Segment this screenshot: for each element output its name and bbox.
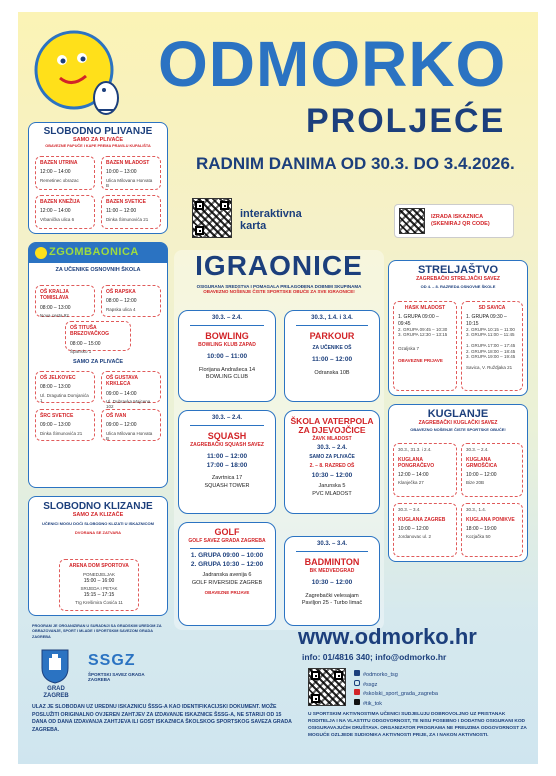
zgombaonica-card: OŠ RAPSKA 08:00 – 12:00 Rapska ulica 4	[101, 285, 161, 317]
card-link-line-2: (SKENIRAJ QR CODE)	[431, 221, 490, 228]
igraonice-title: IGRAONICE	[195, 250, 363, 281]
swim-sub: SAMO ZA PLIVAČE	[72, 137, 124, 143]
website-url[interactable]: www.odmorko.hr	[298, 624, 477, 649]
facebook-icon	[354, 670, 360, 676]
social-list	[354, 670, 438, 708]
contact-line: info: 01/4816 340; info@odmorko.hr	[302, 652, 447, 662]
zgombaonica-swim-only: SAMO ZA PLIVAČE	[72, 359, 124, 365]
swim-card: BAZEN UTRINA 12:00 – 14:00 Remetinec obrazac	[35, 156, 95, 190]
bowls-note: OBAVEZNO NOŠENJE ČISTE SPORTSKE OBUĆE!	[410, 427, 506, 432]
zgombaonica-header	[29, 243, 167, 263]
map-label	[240, 208, 302, 232]
parkour-card: 30.3., 1.4. i 3.4. PARKOUR ZA UČENIKE OŠ 11:00 – 12:00 Odranska 10B	[284, 310, 380, 402]
city-label: GRAD ZAGREB	[43, 686, 69, 700]
waterpolo-card: ŠKOLA VATERPOLA ZA DJEVOJČICE ŽAVK MLADOST 30.3. – 2.4. SAMO ZA PLIVAČE 2. – 8. RAZRED OŠ 10:30 – 12:00 Jarunska 5 PVC MLADOST	[284, 410, 380, 514]
zgombaonica-panel	[28, 242, 168, 488]
youtube-icon	[354, 689, 360, 695]
bowling-card: 30.3. – 2.4. BOWLING BOWLING KLUB ZAPAD 10:00 – 11:00 Florijana Andrašeca 14 BOWLING CLUB	[178, 310, 276, 402]
card-qr-box[interactable]	[394, 204, 514, 238]
map-label-line-1: interaktivna	[240, 208, 302, 220]
archery-age: OD 4. – 8. RAZREDA OSNOVNE ŠKOLE	[420, 284, 496, 289]
igraonice-sub-1: OSIGURANA SREDSTVA I POMAGALA PRILAGOĐENA DOBNIM SKUPINAMA	[196, 284, 362, 289]
bowls-card: 30.3. – 2.4. KUGLANA GRMOŠČICA 10:00 – 12:00 Bize 20B	[461, 443, 523, 497]
igraonice-sub-2: OBAVEZNO NOŠENJE ČISTE SPORTSKE OBUĆE ZA SVE IGRAONICE!	[203, 289, 355, 294]
zgombaonica-card: OŠ KRALJA TOMISLAVA 08:00 – 13:00 Nova cesta 92	[35, 285, 95, 317]
poster	[18, 12, 538, 764]
bowls-card: 30.3. – 3.4. KUGLANA ZAGREB 10:00 – 12:00 Jordanovac ul. 2	[393, 503, 457, 557]
left-footer-text: ULAZ JE SLOBODAN UZ UREDNU ISKAZNICU ŠSSG-A KAO IDENTIFIKACIJSKI DOKUMENT. MOŽE POSLUŽITI ORIGINALNO OVJEREN ZAHTJEV ZA IZDAVANJE ISKAZNICE ŠSSG-A, NE STARIJI OD 15 DANA OD DANA IZDAVANJA ZAHTJEVA ILI GOST ISKAZNICA ŠKOLSKOG SPORTSKOG SAVEZA GRADA ZAGREBA.	[32, 704, 292, 733]
skate-ticket: DVORANA SE ZATVARA	[74, 530, 122, 535]
social-instagram[interactable]: #ssgz	[354, 680, 438, 690]
archery-warn: OBAVEZNE PRIJAVE	[398, 357, 443, 363]
social-facebook[interactable]: #odmorko_tsg	[354, 670, 438, 680]
golf-card: GOLF GOLF SAVEZ GRADA ZAGREBA 1. GRUPA 09:00 – 10:00 2. GRUPA 10:30 – 12:00 Jadranska avenija 6 GOLF RIVERSIDE ZAGREB OBAVEZNE PRIJAVE	[178, 522, 276, 626]
zgombaonica-logo-icon	[35, 247, 47, 259]
poster-dates: RADNIM DANIMA OD 30.3. DO 3.4.2026.	[196, 154, 515, 173]
bowls-card: 30.3., 31.3. i 2.4. KUGLANA PONGRAČEVO 12:00 – 14:00 Klanječka 27	[393, 443, 457, 497]
swim-card: BAZEN MLADOST 10:00 – 13:00 Ulica Milovana Horvata B	[101, 156, 161, 190]
bowls-card: 30.3., 1.4. KUGLANA PONIKVE 18:00 – 19:00 Kozjačka 50	[461, 503, 523, 557]
poster-subtitle: PROLJEĆE	[306, 102, 506, 140]
skate-card: ARENA DOM SPORTOVA PONEDJELJAK 15:00 – 16:00 SRIJEDA I PETAK 15:15 – 17:15 Trg Krešimira Ćosića 11	[59, 559, 139, 611]
skate-title: SLOBODNO KLIZANJE	[43, 501, 153, 512]
map-qr-code[interactable]	[192, 198, 232, 238]
zgombaonica-title: ZGOMBAONICA	[49, 246, 139, 258]
social-youtube[interactable]: #skolski_sport_grada_zagreba	[354, 689, 438, 699]
swim-note: OBAVEZNE PAPUČE I KAPE PREMA PRAVILU KUPALIŠTA	[45, 144, 151, 148]
card-link-line-1: IZRADA ISKAZNICA	[431, 214, 484, 220]
ssgz-logo-text: SSGZ	[88, 652, 136, 669]
swim-card: BAZEN KNEŽIJA 12:00 – 14:00 Vrbanička ulica 6	[35, 195, 95, 229]
mascot-logo	[32, 24, 128, 120]
map-label-line-2: karta	[240, 220, 267, 233]
bowls-org: ZAGREBAČKI KUGLAČKI SAVEZ	[418, 420, 498, 426]
squash-card: 30.3. – 2.4. SQUASH ZAGREBAČKI SQUASH SAVEZ 11:00 – 12:00 17:00 – 18:00 Zavrtnica 17 SQUASH TOWER	[178, 410, 276, 514]
ssgz-logo	[88, 652, 148, 698]
archery-org: ZAGREBAČKI STRELJAČKI SAVEZ	[416, 276, 500, 282]
zgombaonica-card: OŠ TITUŠA BREZOVAČKOG 08:00 – 15:00 Špansko 1	[65, 321, 131, 351]
tiktok-icon	[354, 699, 360, 705]
archery-hask-card: HASK MLADOST 1. GRUPA 09:00 – 09:45 2. GRUPA 09:45 – 10:30 3. GRUPA 12:30 – 13:15 Ozaljska 7 OBAVEZNE PRIJAVE	[393, 301, 457, 391]
social-tiktok[interactable]: #tik_tok	[354, 699, 438, 709]
badminton-card: 30.3. – 3.4. BADMINTON BK MEDVEDGRAD 10:30 – 12:00 Zagrebački velesajam Paviljon 25 - Turbo limač	[284, 536, 380, 626]
skate-note: UČENICI MOGU DOĆI SLOBODNO KLIZATI U ISKAZNICOM	[42, 521, 154, 526]
skate-panel	[28, 496, 168, 616]
bowls-title: KUGLANJE	[427, 408, 489, 420]
card-qr-code[interactable]	[399, 208, 425, 234]
poster-title: ODMORKO	[158, 28, 507, 100]
zgombaonica-card: ŠRC SVETICE 09:00 – 13:00 Dinka Šimunovića 21	[35, 409, 95, 441]
swim-panel	[28, 122, 168, 234]
archery-title: STRELJAŠTVO	[417, 264, 499, 276]
right-footer-text: U SPORTSKIM AKTIVNOSTIMA UČENICI SUDJELUJU DOBROVOLJNO UZ PRISTANAK RODITELJA I NA VLASTITU ODGOVORNOST, TE NISU POSEBNO I DODATNO OSIGURANI KOD OSIGURAVAJUĆIH DRUŠTAVA. ORGANIZATOR PROGRAMA NE PREUZIMA ODGOVORNOST ZA MOGUĆE OZLJEDE SUDIONIKA AKTIVNOSTI PRIJE, ZA I NAKON AKTIVNOSTI.	[308, 712, 527, 738]
footer-qr-code[interactable]	[308, 668, 346, 706]
swim-title: SLOBODNO PLIVANJE	[43, 126, 153, 137]
left-footer-note: PROGRAM JE ORGANIZIRAN U SURADNJI SA GRADSKIM UREDOM ZA OBRAZOVANJE, SPORT I MLADE I SPORTSKIM SAVEZOM GRADA ZAGREBA	[32, 624, 162, 639]
golf-warn: OBAVEZNE PRIJAVE	[204, 589, 250, 595]
archery-panel	[388, 260, 528, 396]
archery-savica-card: SD SAVICA 1. GRUPA 09:30 – 10:15 2. GRUPA 10:15 – 11:00 3. GRUPA 11:00 – 11:45 1. GRUPA 17:00 – 17:45 2. GRUPA 18:00 – 18:45 3. GRUPA 19:00 – 19:45 Savica, V. Ružđjaka 21	[461, 301, 523, 391]
zagreb-coat-of-arms	[40, 648, 70, 684]
skate-sub: SAMO ZA KLIZAČE	[72, 512, 124, 518]
zgombaonica-card: OŠ JELKOVEC 08:00 – 13:00 Ul. Dragutina Domjanića 1	[35, 371, 95, 403]
swim-card: BAZEN SVETICE 11:00 – 12:00 Dinka Šimunovića 21	[101, 195, 161, 229]
instagram-icon	[354, 680, 360, 686]
bowls-panel	[388, 404, 528, 562]
zgombaonica-card: OŠ IVAN 09:00 – 12:00 Ulica Milovana Horvata B	[101, 409, 161, 441]
ssgz-logo-sub: ŠPORTSKI SAVEZ GRADA ZAGREBA	[88, 672, 145, 682]
zgombaonica-card: OŠ GUSTAVA KRKLECA 09:00 – 14:00 Ul. Dubravka Majcena 102	[101, 371, 161, 403]
zgombaonica-sub: ZA UČENIKE OSNOVNIH ŠKOLA	[55, 267, 141, 273]
igraonice-panel	[174, 250, 384, 630]
